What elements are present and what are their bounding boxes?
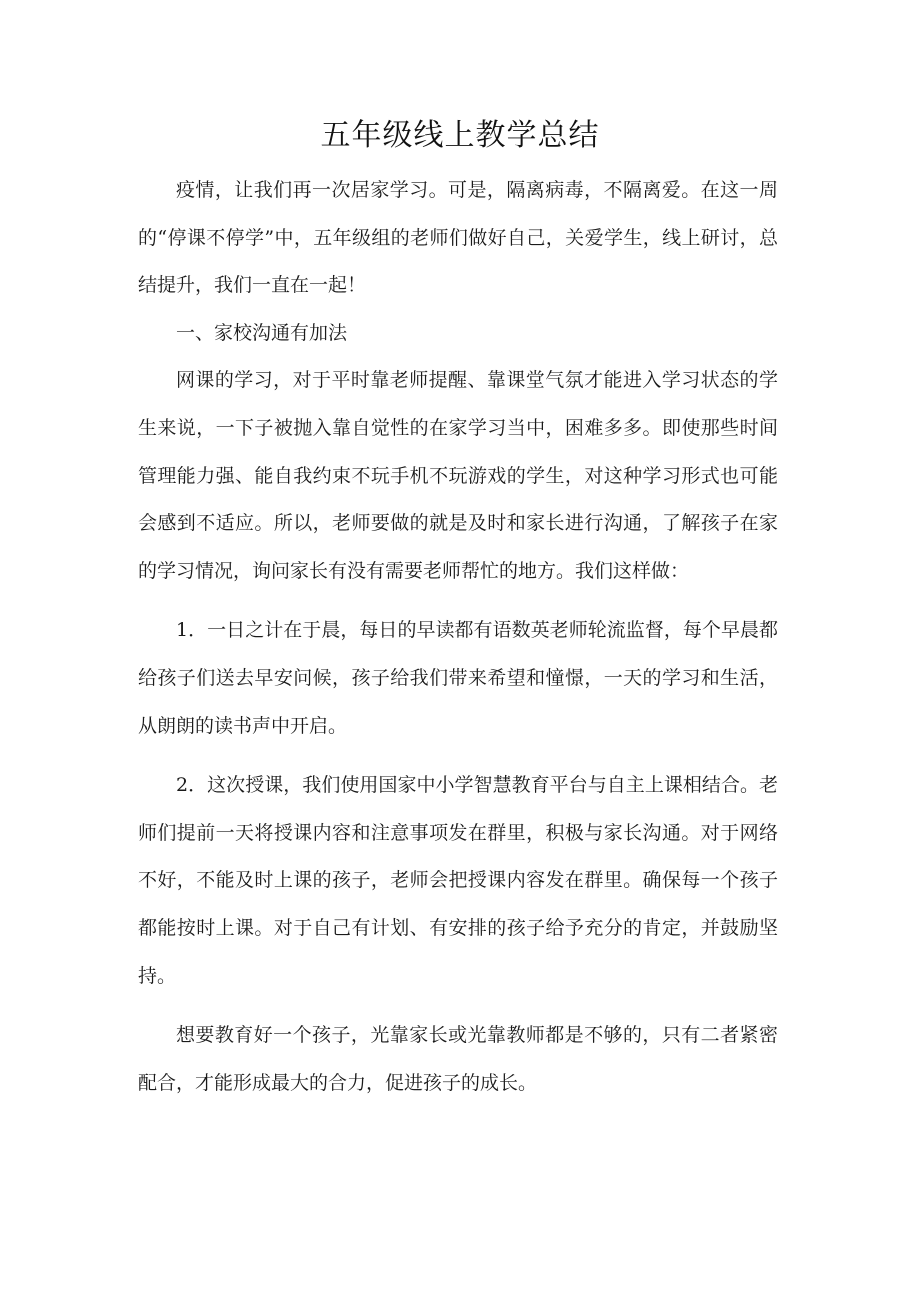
paragraph-item-1: 1．一日之计在于晨，每日的早读都有语数英老师轮流监督，每个早晨都给孩子们送去早安问候，孩子给我们带来希望和憧憬，一天的学习和生活，从朗朗的读书声中开启。 (138, 619, 778, 737)
section-heading: 一、家校沟通有加法 (176, 321, 348, 344)
paragraph-online-learning: 网课的学习，对于平时靠老师提醒、靠课堂气氛才能进入学习状态的学生来说，一下子被抛入靠自觉性的在家学习当中，困难多多。即使那些时间管理能力强、能自我约束不玩手机不玩游戏的学生，对这种学习形式也可能会感到不适应。所以，老师要做的就是及时和家长进行沟通，了解孩子在家的学习情况，询问家长有没有需要老师帮忙的地方。我们这样做： (138, 369, 778, 582)
document-title: 五年级线上教学总结 (320, 118, 600, 153)
paragraph-item-2: 2．这次授课，我们使用国家中小学智慧教育平台与自主上课相结合。老师们提前一天将授课内容和注意事项发在群里，积极与家长沟通。对于网络不好，不能及时上课的孩子，老师会把授课内容发在群里。确保每一个孩子都能按时上课。对于自己有计划、有安排的孩子给予充分的肯定，并鼓励坚持。 (138, 774, 778, 987)
paragraph-intro: 疫情，让我们再一次居家学习。可是，隔离病毒，不隔离爱。在这一周的“停课不停学”中，五年级组的老师们做好自己，关爱学生，线上研讨，总结提升，我们一直在一起！ (138, 179, 778, 297)
document-body (138, 167, 778, 1107)
paragraph-conclusion: 想要教育好一个孩子，光靠家长或光靠教师都是不够的，只有二者紧密配合，才能形成最大的合力，促进孩子的成长。 (138, 1024, 778, 1094)
